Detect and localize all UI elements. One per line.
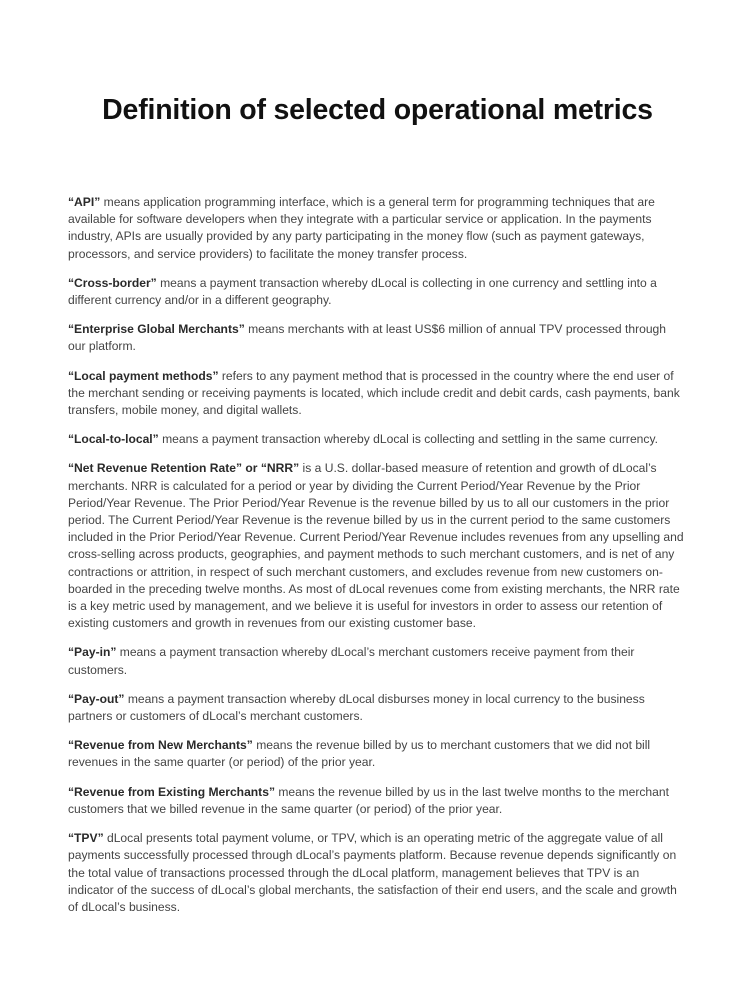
definition-term: “Cross-border” <box>68 275 157 290</box>
definition-net-revenue-retention-rate <box>68 460 684 632</box>
definition-term: “Enterprise Global Merchants” <box>68 322 245 337</box>
definition-text: refers to any payment method that is processed in the country where the end user of the merchant sending or receiving payments is located, which include credit and debit cards, cash payments, bank transfers, mobile money, and digital wallets. <box>68 368 680 418</box>
definition-local-to-local <box>68 431 684 448</box>
definition-text: means application programming interface, which is a general term for programming techniques that are available for software developers when they integrate with a particular service or application. In the payments industry, APIs are usually provided by any party participating in the money flow (such as payment gateways, processors, and service providers) to facilitate the money transfer process. <box>68 195 655 261</box>
definitions-list <box>68 194 684 928</box>
definition-api <box>68 194 684 263</box>
definition-enterprise-global-merchants <box>68 321 684 355</box>
definition-text: means the revenue billed by us in the last twelve months to the merchant customers that we billed revenue in the same quarter (or period) of the prior year. <box>68 784 669 816</box>
definition-text: means a payment transaction whereby dLocal’s merchant customers receive payment from their customers. <box>68 645 635 677</box>
definition-pay-in <box>68 644 684 678</box>
definition-revenue-from-new-merchants <box>68 737 684 771</box>
definition-cross-border <box>68 275 684 309</box>
definition-text: means merchants with at least US$6 million of annual TPV processed through our platform. <box>68 322 667 354</box>
definition-term: “Pay-in” <box>68 645 117 660</box>
definition-term: “TPV” <box>68 831 104 846</box>
definition-term: “Local payment methods” <box>68 368 219 383</box>
definition-text: means the revenue billed by us to merchant customers that we did not bill revenues in the same quarter (or period) of the prior year. <box>68 738 651 770</box>
definition-term: “Pay-out” <box>68 691 125 706</box>
definition-term: “API” <box>68 195 101 209</box>
definition-text: means a payment transaction whereby dLocal is collecting in one currency and settling into a different currency and/or in a different geography. <box>68 275 657 308</box>
definition-text: means a payment transaction whereby dLocal disburses money in local currency to the business partners or customers of dLocal’s merchant customers. <box>68 691 645 724</box>
page-title: Definition of selected operational metrics <box>102 94 653 126</box>
definition-pay-out <box>68 691 684 725</box>
definition-text: means a payment transaction whereby dLocal is collecting and settling in the same currency. <box>158 432 658 447</box>
definition-term: “Net Revenue Retention Rate” or “NRR” <box>68 461 300 476</box>
definition-term: “Local-to-local” <box>68 432 159 447</box>
definition-term: “Revenue from New Merchants” <box>68 738 253 753</box>
definition-term: “Revenue from Existing Merchants” <box>68 784 275 799</box>
definition-local-payment-methods <box>68 368 684 420</box>
definition-text: is a U.S. dollar-based measure of retention and growth of dLocal’s merchants. NRR is calculated for a period or year by dividing the Current Period/Year Revenue by the Prior Period/Year Revenue. The Prior Period/Year Revenue is the revenue billed by us to all our customers in the prior period. The Current Period/Year Revenue is the revenue billed by us in the current period to the same customers included in the Prior Period/Year Revenue. Current Period/Year Revenue includes revenues from any upselling and cross-selling across products, geographies, and payment methods to such merchant customers, and is net of any contractions or attrition, in respect of such merchant customers, and excludes revenue from new customers on-boarded in the preceding twelve months. As most of dLocal revenues come from existing merchants, the NRR rate is a key metric used by management, and we believe it is useful for investors in order to assess our retention of existing customers and growth in revenues from our existing customer base. <box>68 461 684 631</box>
definition-revenue-from-existing-merchants <box>68 784 684 818</box>
definition-tpv <box>68 830 684 916</box>
definition-text: dLocal presents total payment volume, or TPV, which is an operating metric of the aggregate value of all payments successfully processed through dLocal’s payments platform. Because revenue depends significantly on the total value of transactions processed through the dLocal platform, management believes that TPV is an indicator of the success of dLocal’s global merchants, the satisfaction of their end users, and the scale and growth of dLocal’s business. <box>68 831 677 914</box>
